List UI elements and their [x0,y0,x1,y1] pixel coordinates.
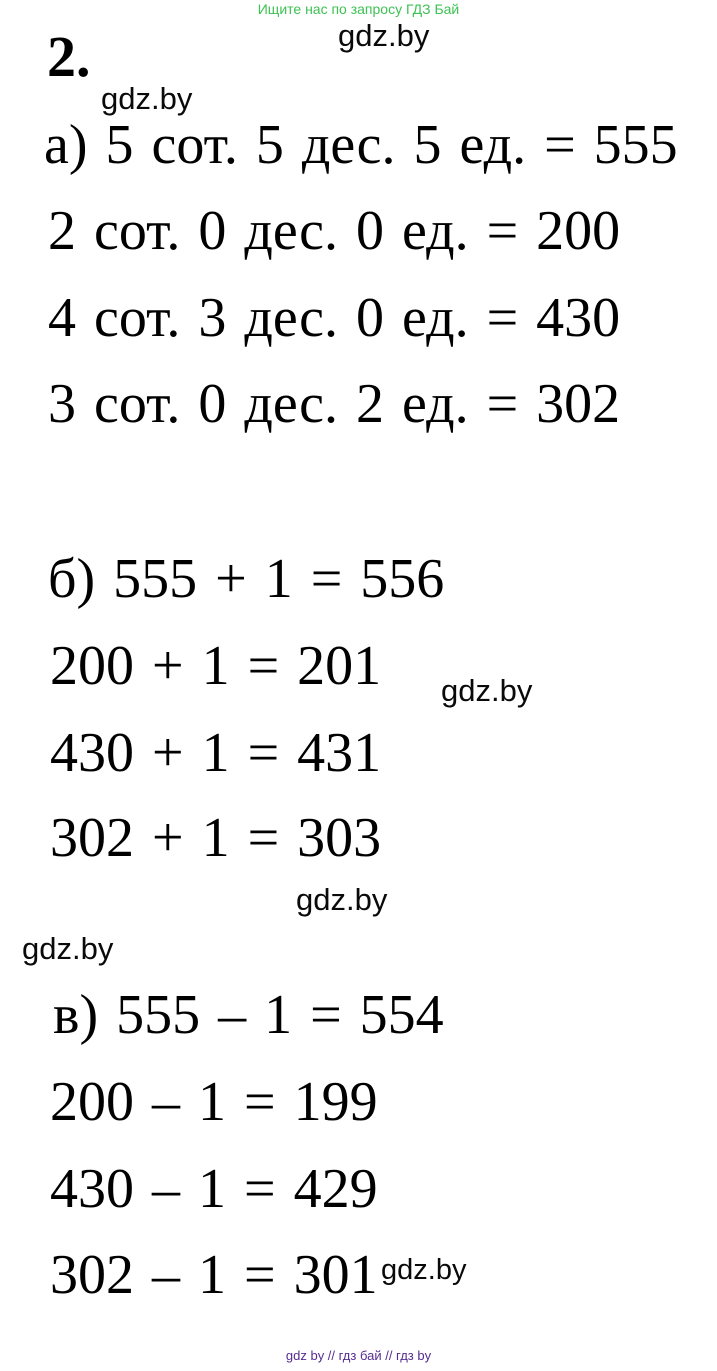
watermark-gdzby-bottom-right: gdz.by [381,1254,467,1286]
equation-line-v4: 302 – 1 = 301 [50,1244,378,1306]
equation-line-b4: 302 + 1 = 303 [50,807,382,869]
watermark-gdzby-mid-right: gdz.by [441,673,533,708]
equation-line-v1: в) 555 – 1 = 554 [53,984,444,1046]
equation-line-a2: 2 сот. 0 дес. 0 ед. = 200 [48,200,621,262]
problem-number: 2. [47,24,91,89]
equation-line-b2: 200 + 1 = 201 [50,635,382,697]
watermark-gdzby-left: gdz.by [22,931,114,966]
equation-line-a4: 3 сот. 0 дес. 2 ед. = 302 [48,373,621,435]
watermark-gdzby-top: gdz.by [338,18,430,53]
footer-links: gdz by // гдз бай // гдз by [285,1348,432,1363]
equation-line-v3: 430 – 1 = 429 [50,1158,378,1220]
equation-line-a3: 4 сот. 3 дес. 0 ед. = 430 [48,287,621,349]
equation-line-b3: 430 + 1 = 431 [50,722,382,784]
watermark-gdzby-under-problem: gdz.by [101,81,193,116]
watermark-gdzby-center: gdz.by [296,882,388,917]
equation-line-a1: а) 5 сот. 5 дес. 5 ед. = 555 [44,114,678,176]
equation-line-v2: 200 – 1 = 199 [50,1071,378,1133]
equation-line-b1: б) 555 + 1 = 556 [48,548,445,610]
promo-banner: Ищите нас по запросу ГДЗ Бай [257,1,460,17]
